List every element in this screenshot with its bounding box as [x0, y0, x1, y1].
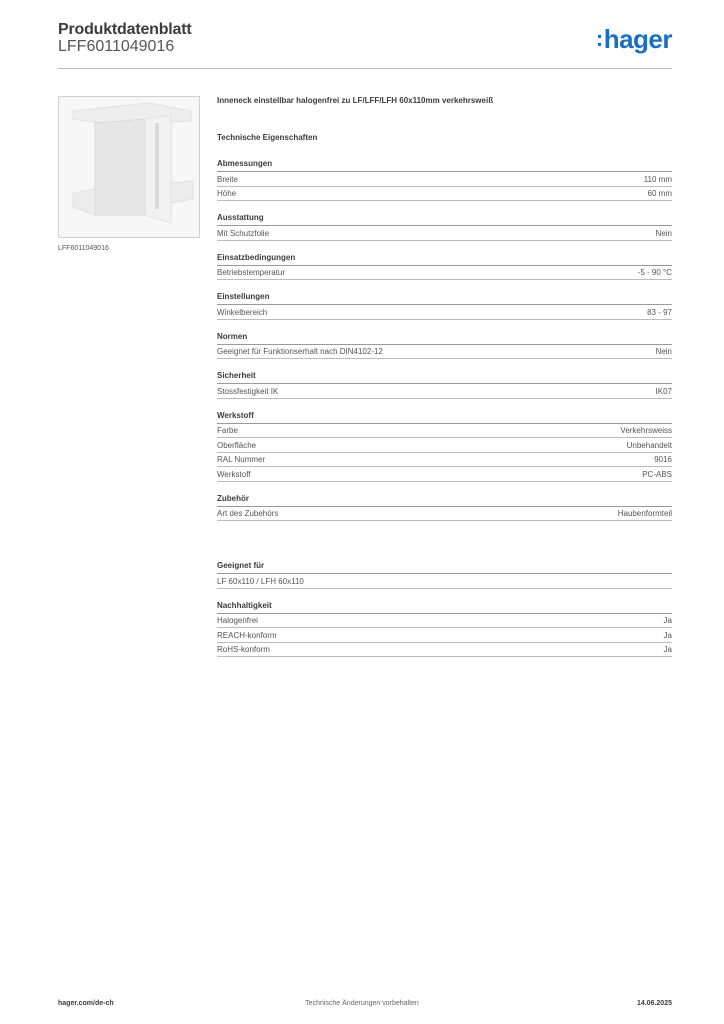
- section-title: Einsatzbedingungen: [217, 253, 672, 266]
- spec-section: [217, 601, 672, 658]
- spec-section: [217, 159, 672, 201]
- spec-value: 9016: [654, 455, 672, 465]
- spec-value: 83 - 97: [647, 307, 672, 317]
- spec-value: 60 mm: [647, 189, 672, 199]
- spec-row: [217, 467, 672, 482]
- spec-value: 110 mm: [643, 174, 672, 184]
- hager-logo[interactable]: [596, 26, 672, 52]
- logo-colon-icon: :: [595, 26, 603, 51]
- spec-value: Ja: [663, 630, 672, 640]
- spec-section: [217, 332, 672, 360]
- corner-piece-illustration: [59, 97, 199, 237]
- spec-label: Farbe: [217, 426, 238, 436]
- footer-website[interactable]: hager.com/de-ch: [58, 1000, 114, 1007]
- spec-row: [217, 507, 672, 522]
- product-description: Inneneck einstellbar halogenfrei zu LF/LFF/LFH 60x110mm verkehrsweiß: [217, 96, 494, 105]
- spec-row: [217, 172, 672, 187]
- spec-label: Halogenfrei: [217, 616, 258, 626]
- spec-label: Art des Zubehörs: [217, 509, 279, 519]
- spec-row: [217, 384, 672, 399]
- spec-row: [217, 574, 672, 589]
- spec-value: PC-ABS: [642, 469, 672, 479]
- spec-value: IK07: [655, 386, 672, 396]
- spec-label: Höhe: [217, 189, 237, 199]
- spec-label: Winkelbereich: [217, 307, 268, 317]
- footer-date: 14.06.2025: [636, 1000, 672, 1007]
- section-title: Sicherheit: [217, 371, 672, 384]
- tech-heading: Technische Eigenschaften: [217, 133, 318, 142]
- spec-row: [217, 453, 672, 468]
- spec-row: [217, 187, 672, 202]
- spec-value: Ja: [663, 616, 672, 626]
- spec-section: [217, 494, 672, 522]
- section-title: Abmessungen: [217, 159, 672, 172]
- spec-section: [217, 292, 672, 320]
- spec-row: [217, 345, 672, 360]
- section-title: Nachhaltigkeit: [217, 601, 672, 614]
- section-title: Zubehör: [217, 494, 672, 507]
- page-title: Produktdatenblatt: [58, 21, 192, 38]
- extra-spec-sections: [217, 561, 672, 657]
- section-title: Einstellungen: [217, 292, 672, 305]
- spec-section: [217, 411, 672, 482]
- product-image: [58, 96, 200, 238]
- spec-label: Werkstoff: [217, 469, 251, 479]
- spec-label: Breite: [217, 174, 238, 184]
- spec-row: [217, 266, 672, 281]
- spec-section: [217, 561, 672, 589]
- spec-section: [217, 371, 672, 399]
- spec-row: [217, 305, 672, 320]
- spec-sections: [217, 159, 672, 521]
- spec-value: Ja: [663, 645, 672, 655]
- spec-label: RoHS-konform: [217, 645, 270, 655]
- spec-value: Haubenformteil: [617, 509, 672, 519]
- logo-text: hager: [603, 24, 672, 54]
- spec-value: Nein: [655, 347, 672, 357]
- spec-label: Stossfestigkeit IK: [217, 386, 279, 396]
- spec-label: LF 60x110 / LFH 60x110: [217, 576, 304, 586]
- section-title: Geeignet für: [217, 561, 672, 574]
- spec-section: [217, 253, 672, 281]
- product-code: LFF6011049016: [58, 38, 175, 55]
- spec-row: [217, 614, 672, 629]
- footer-notice: Technische Änderungen vorbehalten: [305, 1000, 419, 1007]
- section-gap: [217, 533, 672, 561]
- spec-label: REACH-konform: [217, 630, 277, 640]
- spec-row: [217, 226, 672, 241]
- spec-label: Mit Schutzfolie: [217, 228, 270, 238]
- spec-label: Geeignet für Funktionserhalt nach DIN4102-12: [217, 347, 383, 357]
- header-divider: [58, 68, 672, 69]
- spec-label: Oberfläche: [217, 440, 257, 450]
- spec-label: RAL Nummer: [217, 455, 266, 465]
- spec-row: [217, 643, 672, 658]
- spec-value: Nein: [655, 228, 672, 238]
- spec-label: Betriebstemperatur: [217, 268, 286, 278]
- spec-value: Verkehrsweiss: [620, 426, 672, 436]
- spec-row: [217, 438, 672, 453]
- spec-row: [217, 628, 672, 643]
- spec-value: Unbehandelt: [626, 440, 672, 450]
- spec-section: [217, 213, 672, 241]
- section-title: Werkstoff: [217, 411, 672, 424]
- section-title: Normen: [217, 332, 672, 345]
- main-content: [217, 96, 672, 669]
- section-title: Ausstattung: [217, 213, 672, 226]
- spec-value: -5 - 90 °C: [637, 268, 672, 278]
- image-caption: LFF6011049016: [58, 245, 109, 252]
- spec-row: [217, 424, 672, 439]
